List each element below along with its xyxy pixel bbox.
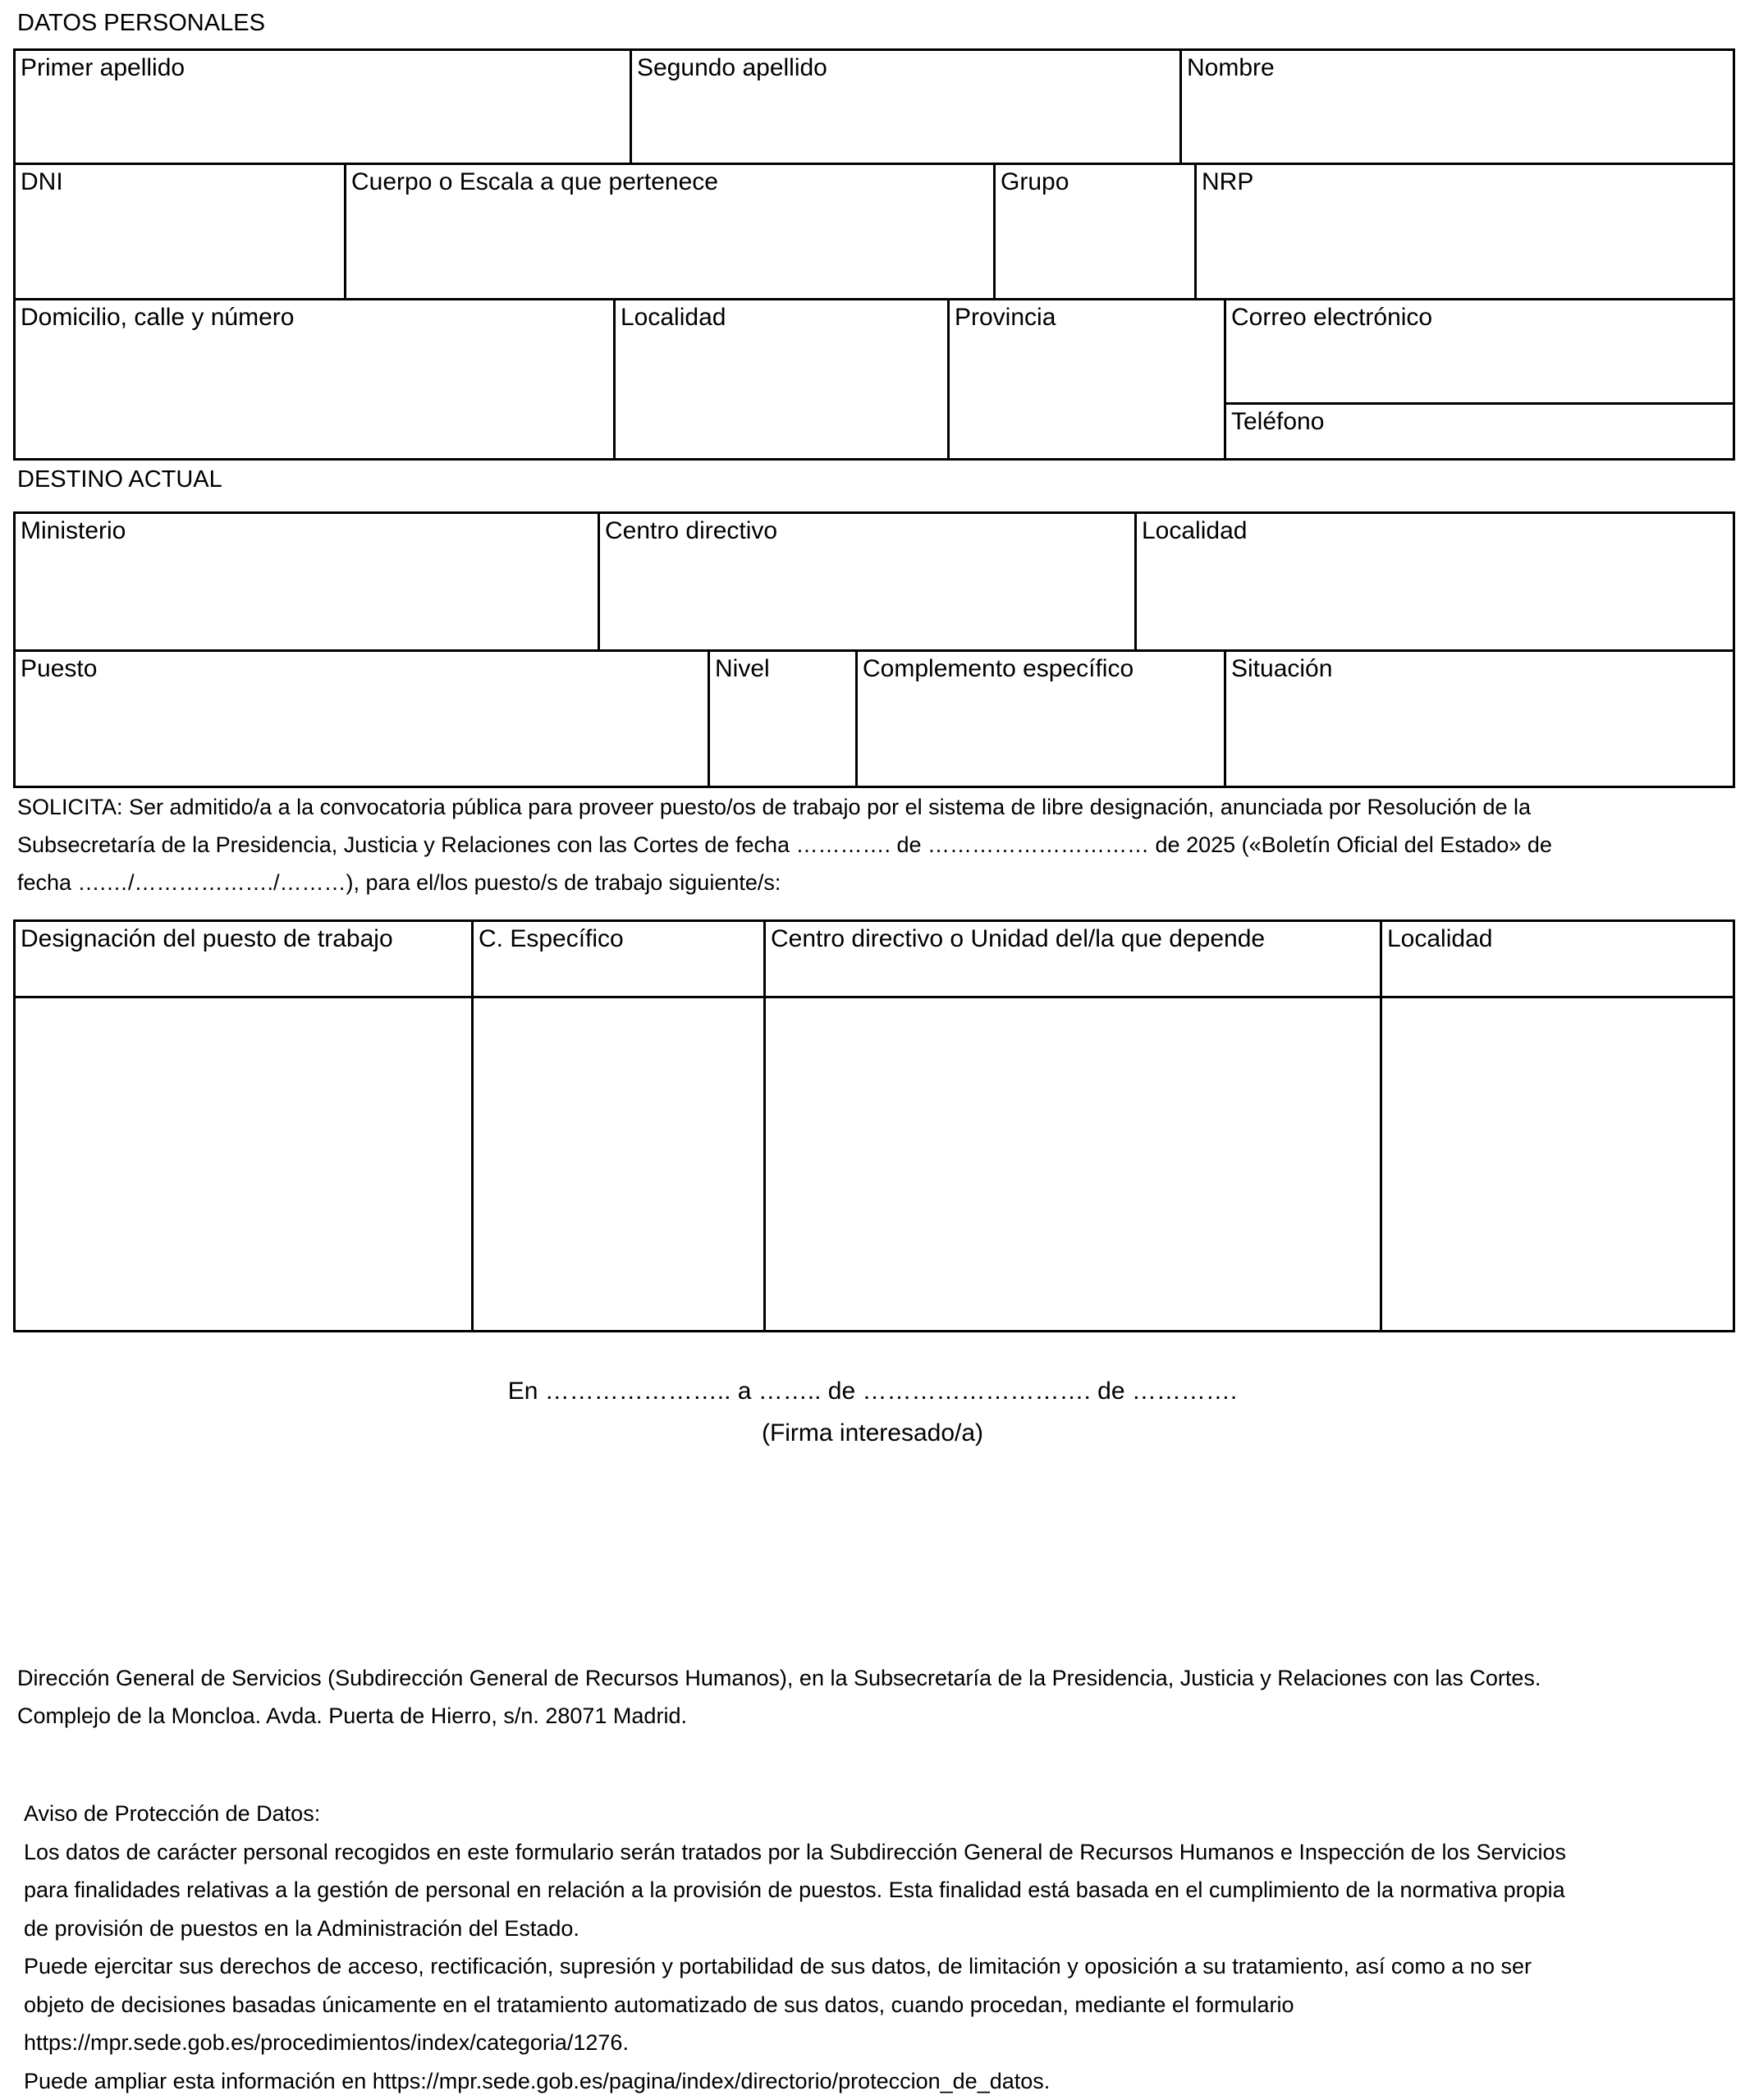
field-label: Localidad bbox=[1142, 517, 1247, 545]
field-label: Localidad bbox=[621, 304, 726, 332]
field-label: Cuerpo o Escala a que pertenece bbox=[351, 168, 718, 196]
field-grupo[interactable] bbox=[993, 163, 1197, 300]
field-situacion[interactable] bbox=[1224, 649, 1735, 788]
header-c-especifico bbox=[471, 919, 766, 998]
field-primer-apellido[interactable] bbox=[13, 48, 632, 165]
field-ministerio[interactable] bbox=[13, 511, 600, 652]
header-designacion bbox=[13, 919, 474, 998]
field-nombre[interactable] bbox=[1179, 48, 1735, 165]
field-label: Teléfono bbox=[1231, 408, 1324, 436]
cell-centro-directivo[interactable] bbox=[763, 996, 1382, 1332]
aviso-title: Aviso de Protección de Datos: bbox=[24, 1795, 1566, 1833]
header-localidad bbox=[1380, 919, 1735, 998]
direccion-line: Dirección General de Servicios (Subdirección General de Recursos Humanos), en la Subsecretaría de la Presidencia, Justicia y Relaciones con las Cortes. bbox=[17, 1659, 1541, 1697]
signature-label: (Firma interesado/a) bbox=[0, 1419, 1745, 1447]
column-header: C. Específico bbox=[479, 925, 624, 953]
field-label: Primer apellido bbox=[21, 54, 185, 82]
cell-designacion[interactable] bbox=[13, 996, 474, 1332]
column-header: Designación del puesto de trabajo bbox=[21, 925, 393, 953]
field-telefono[interactable] bbox=[1224, 402, 1735, 461]
field-destino-localidad[interactable] bbox=[1134, 511, 1735, 652]
field-segundo-apellido[interactable] bbox=[630, 48, 1182, 165]
aviso-line: Puede ejercitar sus derechos de acceso, rectificación, supresión y portabilidad de sus datos, de limitación y oposición a su tratamiento, así como a no ser bbox=[24, 1947, 1566, 1986]
solicita-paragraph bbox=[17, 788, 1552, 901]
field-label: DNI bbox=[21, 168, 63, 196]
solicita-line: Subsecretaría de la Presidencia, Justicia y Relaciones con las Cortes de fecha …………. de ………………………… de 2025 («Boletín Oficial del Estado» de bbox=[17, 826, 1552, 864]
field-nrp[interactable] bbox=[1194, 163, 1735, 300]
aviso-line: objeto de decisiones basadas únicamente en el tratamiento automatizado de sus datos, cuando procedan, mediante el formulario bbox=[24, 1986, 1566, 2024]
cell-localidad[interactable] bbox=[1380, 996, 1735, 1332]
header-centro-directivo bbox=[763, 919, 1382, 998]
solicita-line: fecha ….…/………………./………), para el/los puesto/s de trabajo siguiente/s: bbox=[17, 864, 1552, 901]
field-label: Centro directivo bbox=[605, 517, 777, 545]
field-cuerpo-escala[interactable] bbox=[344, 163, 996, 300]
aviso-proteccion-datos bbox=[24, 1795, 1566, 2100]
direccion-paragraph bbox=[17, 1659, 1541, 1735]
field-label: Ministerio bbox=[21, 517, 126, 545]
field-label: Grupo bbox=[1001, 168, 1069, 196]
aviso-line: para finalidades relativas a la gestión de personal en relación a la provisión de puestos. Esta finalidad está basada en el cumplimiento de la normativa propia bbox=[24, 1871, 1566, 1910]
field-label: Nivel bbox=[715, 655, 770, 683]
direccion-line: Complejo de la Moncloa. Avda. Puerta de Hierro, s/n. 28071 Madrid. bbox=[17, 1697, 1541, 1735]
field-puesto[interactable] bbox=[13, 649, 710, 788]
field-domicilio[interactable] bbox=[13, 298, 616, 461]
field-nivel[interactable] bbox=[708, 649, 858, 788]
aviso-line: Puede ampliar esta información en https://mpr.sede.gob.es/pagina/index/directorio/proteccion_de_datos. bbox=[24, 2062, 1566, 2100]
aviso-line: de provisión de puestos en la Administración del Estado. bbox=[24, 1910, 1566, 1948]
section-heading-datos-personales: DATOS PERSONALES bbox=[17, 10, 265, 37]
field-complemento-especifico[interactable] bbox=[855, 649, 1226, 788]
section-heading-destino-actual: DESTINO ACTUAL bbox=[17, 466, 222, 493]
field-label: Provincia bbox=[955, 304, 1056, 332]
field-label: Domicilio, calle y número bbox=[21, 304, 294, 332]
solicita-line: SOLICITA: Ser admitido/a a la convocatoria pública para proveer puesto/os de trabajo por el sistema de libre designación, anunciada por Resolución de la bbox=[17, 788, 1552, 826]
date-line: En ………………….. a …….. de ………………………. de …………. bbox=[0, 1378, 1745, 1405]
field-correo-electronico[interactable] bbox=[1224, 298, 1735, 405]
field-centro-directivo[interactable] bbox=[598, 511, 1137, 652]
field-localidad[interactable] bbox=[613, 298, 950, 461]
field-label: Puesto bbox=[21, 655, 97, 683]
aviso-link[interactable]: https://mpr.sede.gob.es/procedimientos/index/categoria/1276. bbox=[24, 2024, 1566, 2062]
column-header: Centro directivo o Unidad del/la que depende bbox=[771, 925, 1265, 953]
column-header: Localidad bbox=[1387, 925, 1492, 953]
field-label: Nombre bbox=[1187, 54, 1275, 82]
field-label: NRP bbox=[1202, 168, 1253, 196]
field-dni[interactable] bbox=[13, 163, 346, 300]
field-provincia[interactable] bbox=[947, 298, 1226, 461]
field-label: Segundo apellido bbox=[637, 54, 827, 82]
field-label: Complemento específico bbox=[863, 655, 1134, 683]
aviso-line: Los datos de carácter personal recogidos en este formulario serán tratados por la Subdirección General de Recursos Humanos e Inspección de los Servicios bbox=[24, 1833, 1566, 1872]
field-label: Situación bbox=[1231, 655, 1332, 683]
field-label: Correo electrónico bbox=[1231, 304, 1432, 332]
cell-c-especifico[interactable] bbox=[471, 996, 766, 1332]
